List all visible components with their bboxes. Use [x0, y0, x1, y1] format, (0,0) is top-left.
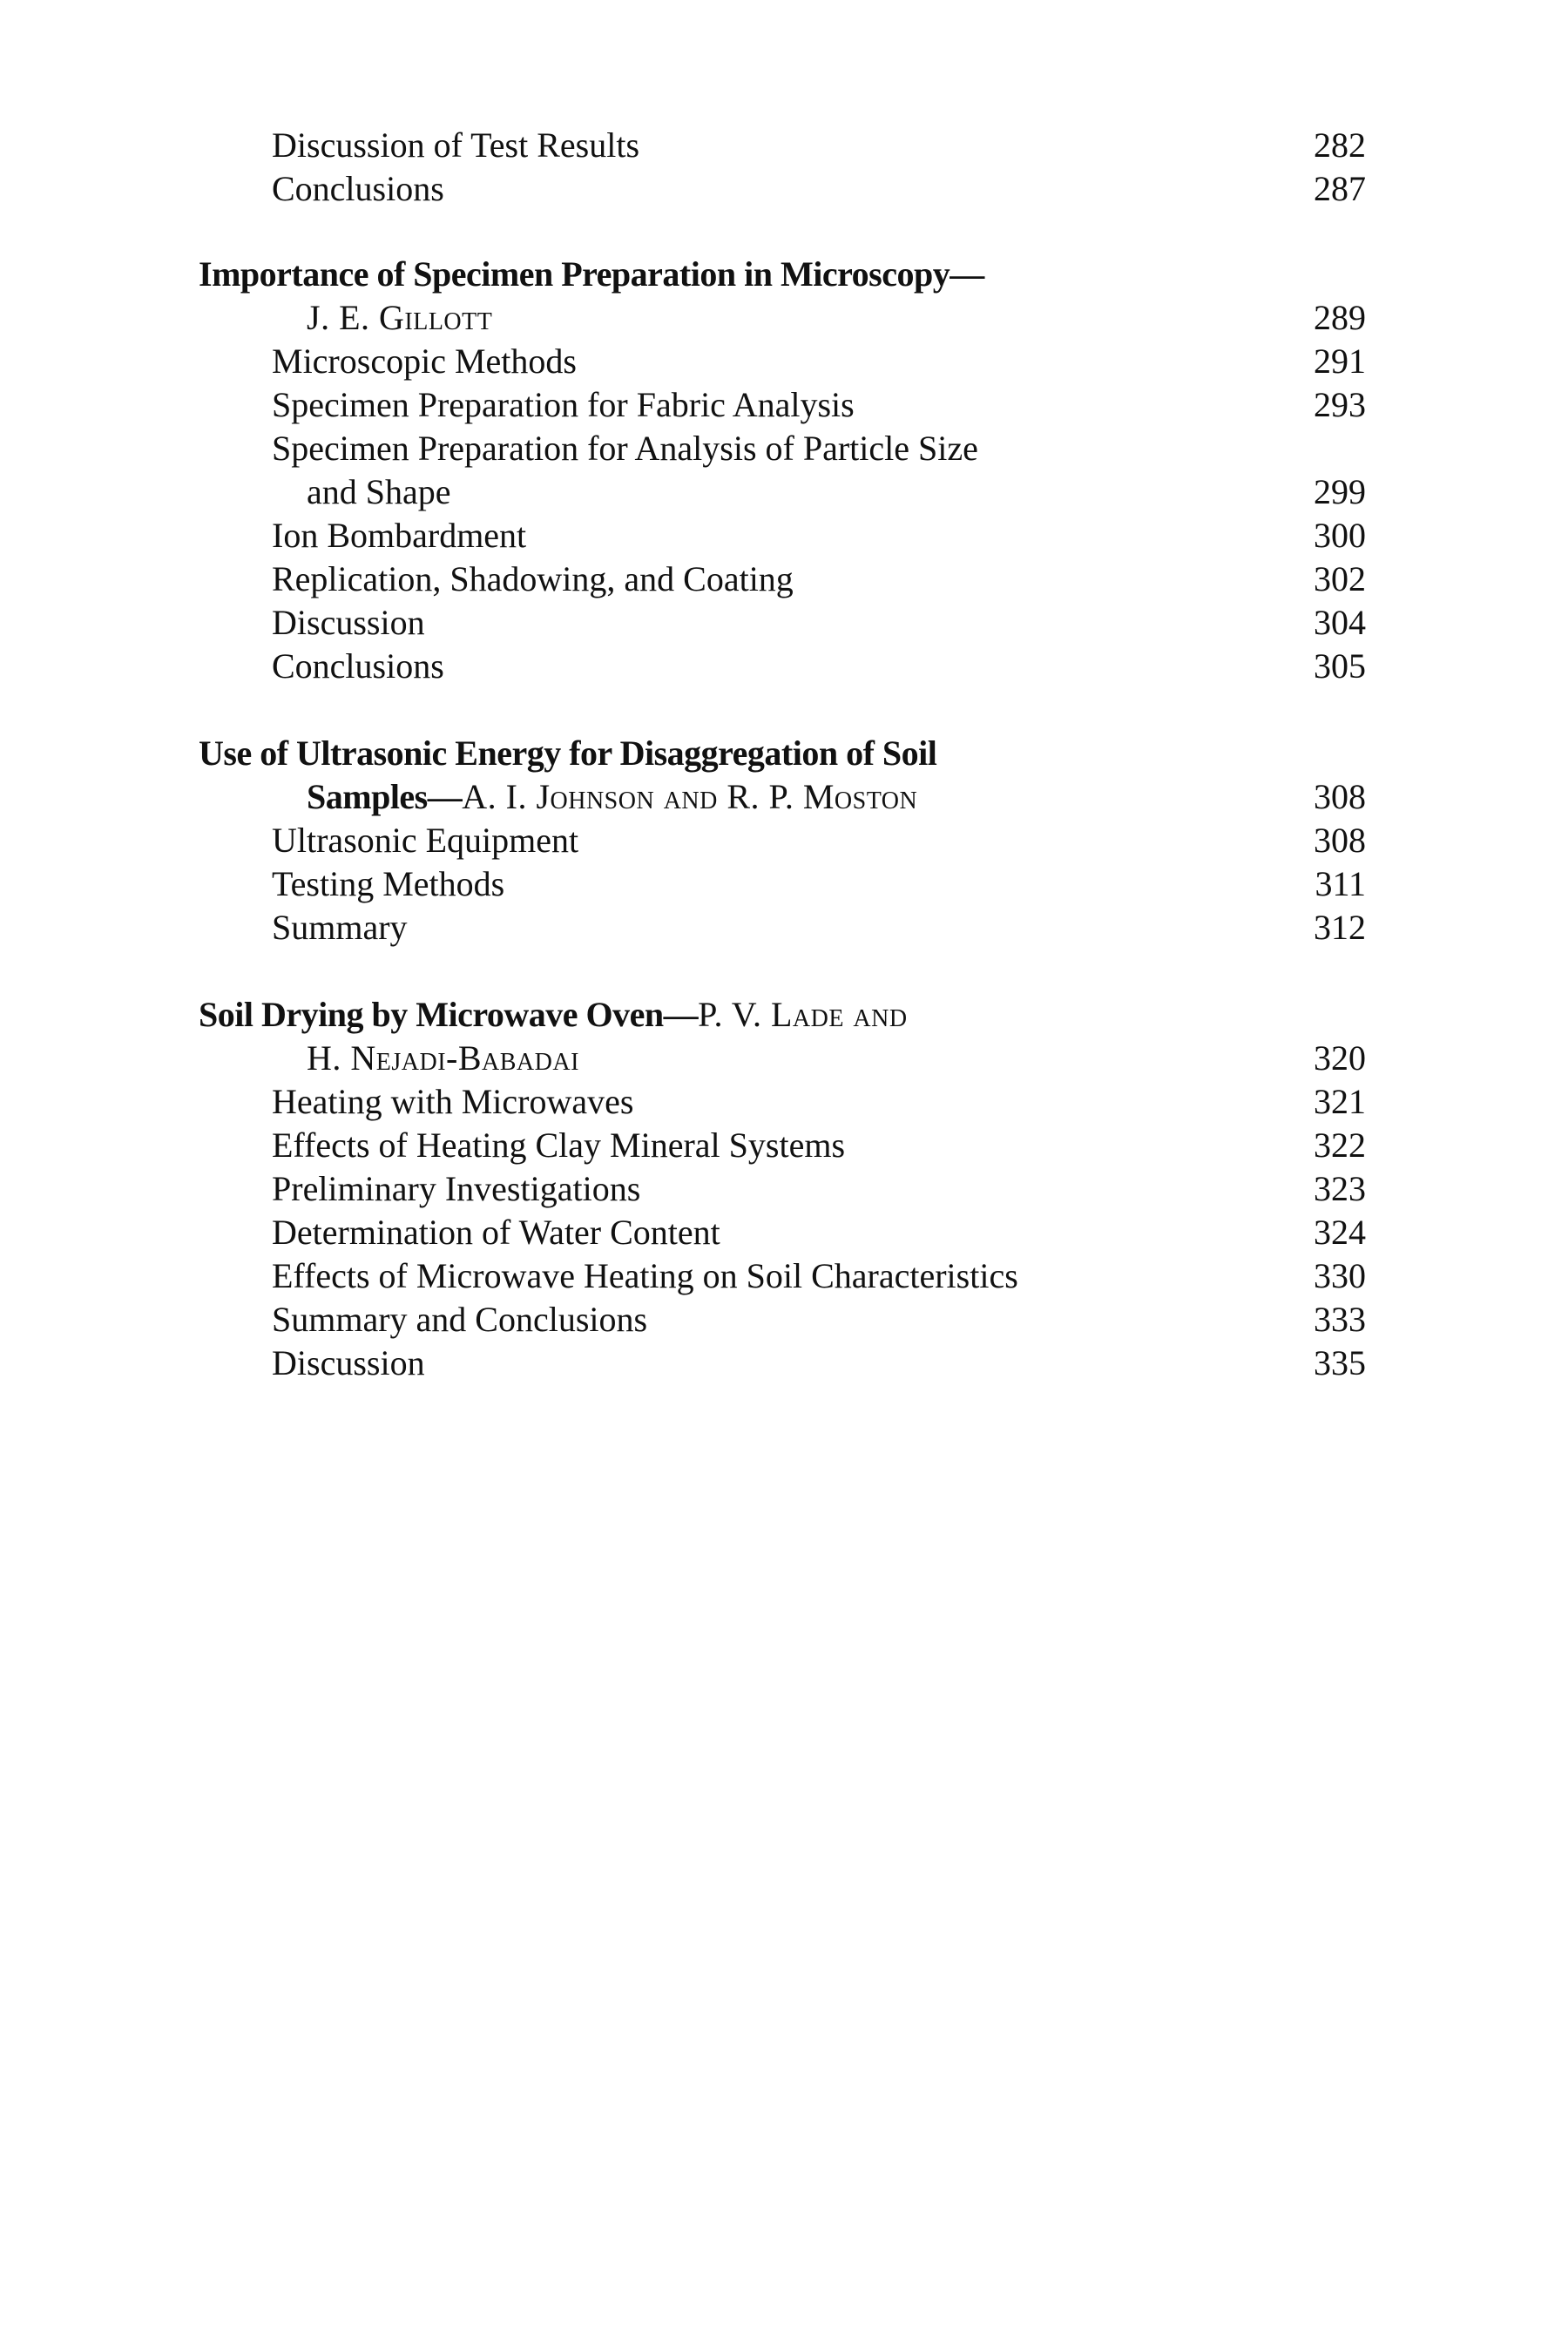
toc-entry-page: 333	[1314, 1300, 1366, 1339]
paper-author: A. I. Johnson and R. P. Moston	[462, 777, 918, 816]
toc-entry-page: 324	[1314, 1213, 1366, 1252]
toc-entry-label: Effects of Heating Clay Mineral Systems	[272, 1125, 846, 1165]
toc-entry-page: 323	[1314, 1169, 1366, 1208]
toc-entry-label: Heating with Microwaves	[272, 1082, 634, 1121]
toc-entry-label: Summary and Conclusions	[272, 1300, 648, 1339]
toc-entry-label: Specimen Preparation for Fabric Analysis	[272, 385, 855, 424]
paper-title: Importance of Specimen Preparation in Microscopy—	[199, 254, 984, 294]
paper-title-continued	[307, 775, 917, 819]
paper-author: P. V. Lade and	[698, 995, 908, 1034]
toc-entry-page: 322	[1314, 1125, 1366, 1165]
toc-entry-page: 308	[1314, 777, 1366, 816]
toc-entry-page: 330	[1314, 1256, 1366, 1295]
toc-entry-label: Ultrasonic Equipment	[272, 821, 579, 860]
toc-entry-page: 282	[1314, 125, 1366, 165]
toc-entry-label: Summary	[272, 908, 408, 947]
toc-entry-page: 299	[1314, 472, 1366, 511]
paper-author: J. E. Gillott	[307, 298, 493, 337]
toc-entry-label: Discussion	[272, 603, 425, 642]
paper-title-line2: Samples—	[307, 777, 463, 816]
toc-entry-label: Testing Methods	[272, 864, 505, 903]
toc-entry-page: 311	[1315, 864, 1366, 903]
toc-entry-label: Conclusions	[272, 646, 444, 686]
toc-entry-page: 287	[1314, 169, 1366, 208]
toc-entry-page: 293	[1314, 385, 1366, 424]
toc-entry-page: 312	[1314, 908, 1366, 947]
paper-title: Soil Drying by Microwave Oven—	[199, 995, 699, 1034]
toc-entry-label: Determination of Water Content	[272, 1213, 720, 1252]
paper-author: H. Nejadi-Babadai	[307, 1038, 579, 1078]
toc-entry-page: 291	[1314, 341, 1366, 381]
toc-entry-page: 321	[1314, 1082, 1366, 1121]
toc-entry-label: Microscopic Methods	[272, 341, 577, 381]
toc-entry-page: 302	[1314, 559, 1366, 598]
toc-entry-label: Discussion	[272, 1343, 425, 1382]
toc-entry-label: Effects of Microwave Heating on Soil Characteristics	[272, 1256, 1018, 1295]
toc-entry-page: 289	[1314, 298, 1366, 337]
toc-entry-page: 308	[1314, 821, 1366, 860]
paper-title: Use of Ultrasonic Energy for Disaggregation of Soil	[199, 733, 937, 773]
toc-entry-label: Discussion of Test Results	[272, 125, 640, 165]
toc-entry-label: Specimen Preparation for Analysis of Particle Size	[272, 429, 978, 468]
toc-entry-page: 335	[1314, 1343, 1366, 1382]
paper-title-line	[199, 993, 908, 1037]
toc-entry-label: Ion Bombardment	[272, 516, 527, 555]
toc-entry-page: 320	[1314, 1038, 1366, 1078]
toc-entry-page: 305	[1314, 646, 1366, 686]
toc-entry-label: Preliminary Investigations	[272, 1169, 641, 1208]
toc-entry-page: 300	[1314, 516, 1366, 555]
toc-entry-label: and Shape	[307, 472, 451, 511]
toc-entry-label: Replication, Shadowing, and Coating	[272, 559, 794, 598]
toc-entry-page: 304	[1314, 603, 1366, 642]
toc-entry-label: Conclusions	[272, 169, 444, 208]
